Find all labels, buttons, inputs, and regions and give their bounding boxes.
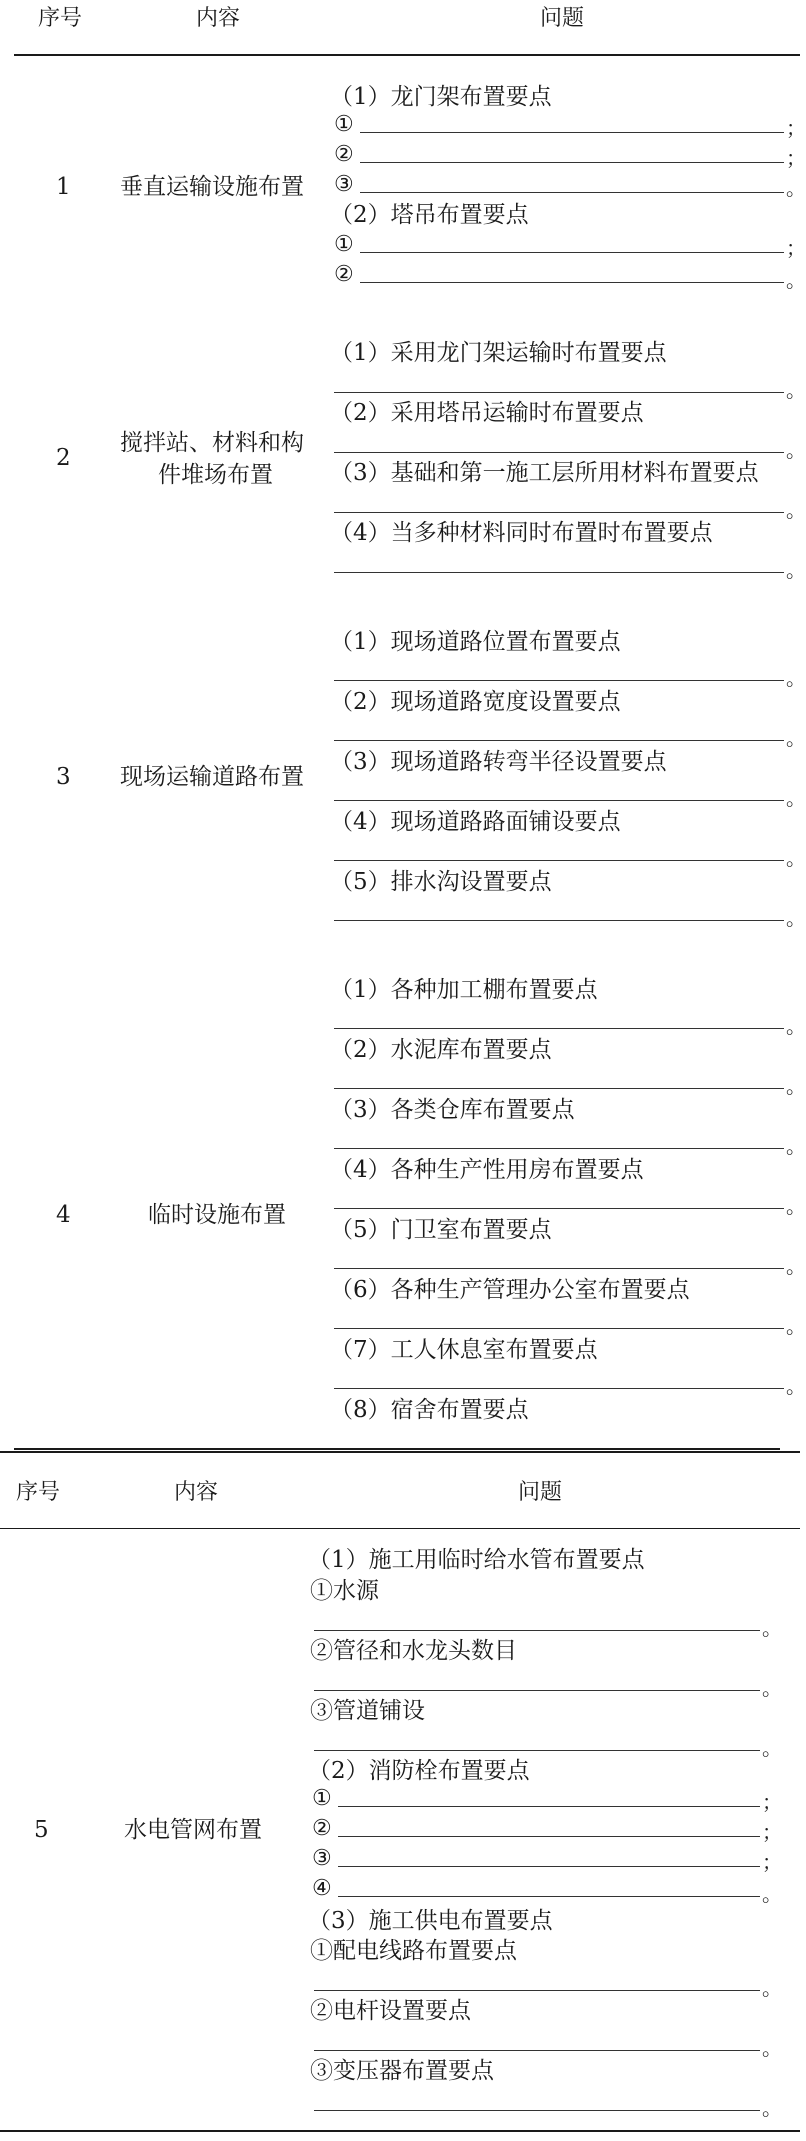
row-3-item-4: （4）现场道路路面铺设要点 [330,809,621,835]
row-5-no: 5 [34,1817,49,1843]
answer-line [334,452,784,453]
row-5-item-1-sub-3-end: 。 [762,1736,782,1760]
answer-line [334,920,784,921]
row-5-item-3-sub-2-end: 。 [762,2036,782,2060]
row-4-content: 临时设施布置 [148,1202,286,1228]
row-4-item-5: （5）门卫室布置要点 [330,1217,552,1243]
answer-line [314,1630,760,1631]
row-2-item-4-end: 。 [786,558,806,582]
row-3-item-2-end: 。 [786,726,806,750]
row-5-item-1-sub-1-end: 。 [762,1616,782,1640]
row-2-no: 2 [56,445,71,471]
row-2-content-line-1: 搅拌站、材料和构 [120,430,304,456]
answer-line [338,1866,760,1867]
row-5-item-2-end-2: ； [762,1820,782,1844]
table-end-rule [14,1448,780,1450]
row-5-item-3-sub-2: ②电杆设置要点 [310,1998,471,2024]
row-2-content-line-2: 件堆场布置 [158,462,273,488]
row-5-item-2-mark-4: ④ [312,1876,332,1901]
row-4-item-6: （6）各种生产管理办公室布置要点 [330,1277,690,1303]
row-1-item-1-mark-3: ③ [334,172,354,197]
row-4-item-1-end: 。 [786,1014,806,1038]
row-1-no: 1 [56,174,71,200]
row-2-item-1-end: 。 [786,378,806,402]
row-2-item-1: （1）采用龙门架运输时布置要点 [330,340,667,366]
row-4-item-3: （3）各类仓库布置要点 [330,1097,575,1123]
answer-line [338,1896,760,1897]
row-3-content: 现场运输道路布置 [120,764,304,790]
row-5-item-3-sub-3: ③变压器布置要点 [310,2058,494,2084]
row-2-item-2-end: 。 [786,438,806,462]
row-5-item-2: （2）消防栓布置要点 [308,1758,530,1784]
row-5-item-3-sub-1: ①配电线路布置要点 [310,1938,517,1964]
row-4-item-5-end: 。 [786,1254,806,1278]
row-4-item-4: （4）各种生产性用房布置要点 [330,1157,644,1183]
header-no: 序号 [38,6,83,31]
answer-line [334,860,784,861]
row-3-item-3: （3）现场道路转弯半径设置要点 [330,749,667,775]
row-5-item-1-sub-1: ①水源 [310,1578,379,1604]
row-2-item-3: （3）基础和第一施工层所用材料布置要点 [330,460,759,486]
row-2-item-4: （4）当多种材料同时布置时布置要点 [330,520,713,546]
header-content: 内容 [196,6,241,31]
answer-line [334,1088,784,1089]
answer-line [314,1750,760,1751]
row-1-item-1-mark-1: ① [334,112,354,137]
row-3-item-3-end: 。 [786,786,806,810]
row-5-item-2-mark-2: ② [312,1816,332,1841]
row-5-item-1-sub-2: ②管径和水龙头数目 [310,1638,517,1664]
row-4-item-7-end: 。 [786,1374,806,1398]
row-1-item-2: （2）塔吊布置要点 [330,202,529,228]
row-3-item-5: （5）排水沟设置要点 [330,869,552,895]
row-3-no: 3 [56,764,71,790]
answer-line [360,132,784,133]
answer-line [360,282,784,283]
header-top-rule [0,1451,800,1453]
header-rule [0,1528,800,1529]
row-5-item-3: （3）施工供电布置要点 [308,1908,553,1934]
answer-line [338,1806,760,1807]
row-4-item-4-end: 。 [786,1194,806,1218]
row-2-item-2: （2）采用塔吊运输时布置要点 [330,400,644,426]
row-1-item-1-end-1: ； [786,116,806,140]
row-5-item-2-end-3: ； [762,1850,782,1874]
row-1-item-2-mark-1: ① [334,232,354,257]
table-bottom-rule [0,2130,800,2132]
row-5-item-1-sub-3: ③管道铺设 [310,1698,425,1724]
row-1-item-1: （1）龙门架布置要点 [330,84,552,110]
row-4-item-1: （1）各种加工棚布置要点 [330,977,598,1003]
row-4-item-3-end: 。 [786,1134,806,1158]
row-1-item-2-end-2: 。 [786,268,806,292]
answer-line [334,572,784,573]
row-5-item-1-sub-2-end: 。 [762,1676,782,1700]
answer-line [334,1208,784,1209]
row-4-item-2-end: 。 [786,1074,806,1098]
row-5-item-2-end-1: ； [762,1790,782,1814]
answer-line [334,800,784,801]
answer-line [314,2110,760,2111]
answer-line [314,2050,760,2051]
answer-line [334,740,784,741]
answer-line [334,392,784,393]
answer-line [360,162,784,163]
row-4-item-7: （7）工人休息室布置要点 [330,1337,598,1363]
row-1-item-2-end-1: ； [786,236,806,260]
answer-line [334,680,784,681]
header-question: 问题 [540,6,585,31]
answer-line [360,252,784,253]
row-1-content: 垂直运输设施布置 [120,174,304,200]
row-3-item-5-end: 。 [786,906,806,930]
row-1-item-1-end-2: ； [786,146,806,170]
row-2-item-3-end: 。 [786,498,806,522]
header-content: 内容 [174,1480,219,1505]
row-5-item-2-end-4: 。 [762,1882,782,1906]
header-question: 问题 [518,1480,563,1505]
row-3-item-1: （1）现场道路位置布置要点 [330,629,621,655]
row-1-item-1-end-3: 。 [786,176,806,200]
answer-line [334,512,784,513]
row-3-item-1-end: 。 [786,666,806,690]
row-1-item-2-mark-2: ② [334,262,354,287]
row-5-item-3-sub-3-end: 。 [762,2096,782,2120]
row-4-item-2: （2）水泥库布置要点 [330,1037,552,1063]
row-3-item-4-end: 。 [786,846,806,870]
row-5-item-2-mark-1: ① [312,1786,332,1811]
row-4-no: 4 [56,1202,71,1228]
answer-line [334,1148,784,1149]
row-4-item-8: （8）宿舍布置要点 [330,1397,529,1423]
answer-line [314,1990,760,1991]
row-3-item-2: （2）现场道路宽度设置要点 [330,689,621,715]
header-no: 序号 [16,1480,61,1505]
row-4-item-6-end: 。 [786,1314,806,1338]
header-rule [14,54,800,56]
row-5-item-3-sub-1-end: 。 [762,1976,782,2000]
row-1-item-1-mark-2: ② [334,142,354,167]
answer-line [334,1268,784,1269]
row-5-content: 水电管网布置 [124,1817,262,1843]
row-5-item-2-mark-3: ③ [312,1846,332,1871]
answer-line [338,1836,760,1837]
answer-line [360,192,784,193]
row-5-item-1: （1）施工用临时给水管布置要点 [308,1547,645,1573]
answer-line [314,1690,760,1691]
answer-line [334,1328,784,1329]
answer-line [334,1388,784,1389]
answer-line [334,1028,784,1029]
